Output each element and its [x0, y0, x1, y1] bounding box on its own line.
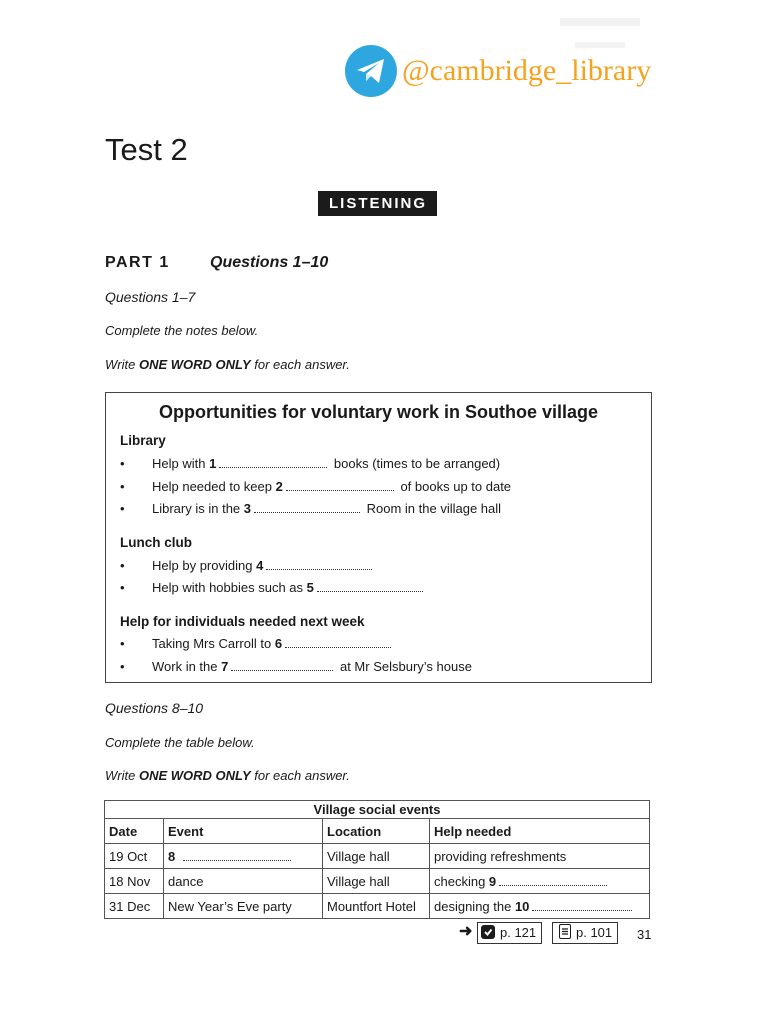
column-header: Help needed — [430, 819, 650, 844]
date-cell: 19 Oct — [105, 844, 164, 869]
column-header: Date — [105, 819, 164, 844]
word-limit-instruction: Write ONE WORD ONLY for each answer. — [105, 768, 350, 783]
event-cell: New Year’s Eve party — [164, 894, 323, 919]
faint-watermark — [560, 18, 640, 26]
date-cell: 31 Dec — [105, 894, 164, 919]
answer-blank[interactable] — [219, 457, 327, 468]
table-caption-row — [105, 801, 650, 819]
column-header: Location — [323, 819, 430, 844]
location-cell: Mountfort Hotel — [323, 894, 430, 919]
note-item: • Taking Mrs Carroll to 6 — [120, 636, 394, 651]
instruction: Complete the table below. — [105, 735, 255, 750]
answer-blank[interactable] — [285, 637, 391, 648]
notes-title: Opportunities for voluntary work in Southoe village — [158, 402, 599, 422]
answer-blank[interactable] — [254, 502, 360, 513]
transcript-reference[interactable]: p. 101 — [552, 922, 618, 944]
note-item: • Help by providing 4 — [120, 558, 375, 573]
event-cell: 8 — [164, 844, 323, 869]
answer-blank[interactable] — [286, 480, 394, 491]
column-header: Event — [164, 819, 323, 844]
faint-watermark — [575, 42, 625, 48]
help-cell: designing the 10 — [430, 894, 650, 919]
questions-heading: Questions 1–7 — [105, 289, 196, 305]
answer-blank[interactable] — [183, 850, 291, 861]
page-number: 31 — [637, 927, 652, 942]
answer-blank[interactable] — [231, 660, 333, 671]
part-questions: Questions 1–10 — [210, 254, 329, 271]
channel-handle[interactable]: @cambridge_library — [402, 54, 652, 87]
test-title: Test 2 — [105, 132, 188, 167]
document-icon — [559, 924, 571, 939]
answer-key-reference[interactable]: p. 121 — [477, 922, 542, 944]
table-header-row — [105, 819, 650, 844]
note-item: • Work in the 7 at Mr Selsbury’s house — [120, 659, 472, 674]
word-limit-instruction: Write ONE WORD ONLY for each answer. — [105, 357, 350, 372]
answer-blank[interactable] — [266, 559, 372, 570]
event-cell: dance — [164, 869, 323, 894]
note-item: • Library is in the 3 Room in the village hall — [120, 501, 502, 516]
answer-key-icon — [481, 925, 495, 939]
telegram-icon[interactable] — [345, 45, 397, 97]
help-cell: providing refreshments — [430, 844, 650, 869]
table-row — [105, 869, 650, 894]
section-label: LISTENING — [318, 191, 437, 216]
instruction: Complete the notes below. — [105, 323, 259, 338]
help-cell: checking 9 — [430, 869, 650, 894]
section-heading: Library — [120, 433, 166, 448]
section-heading: Lunch club — [120, 535, 192, 550]
table-caption: Village social events — [105, 801, 650, 819]
arrow-right-icon: ➜ — [459, 923, 473, 940]
date-cell: 18 Nov — [105, 869, 164, 894]
note-item: • Help with 1 books (times to be arranged) — [120, 456, 501, 471]
note-item: • Help with hobbies such as 5 — [120, 580, 426, 595]
table-row — [105, 844, 650, 869]
answer-blank[interactable] — [532, 900, 632, 911]
location-cell: Village hall — [323, 844, 430, 869]
section-heading: Help for individuals needed next week — [120, 614, 365, 629]
part-label: PART 1 — [105, 254, 170, 271]
location-cell: Village hall — [323, 869, 430, 894]
questions-heading: Questions 8–10 — [105, 700, 204, 716]
events-table — [104, 800, 650, 919]
answer-blank[interactable] — [499, 875, 607, 886]
answer-blank[interactable] — [317, 581, 423, 592]
notes-box — [105, 392, 652, 683]
table-row — [105, 894, 650, 919]
note-item: • Help needed to keep 2 of books up to date — [120, 479, 512, 494]
